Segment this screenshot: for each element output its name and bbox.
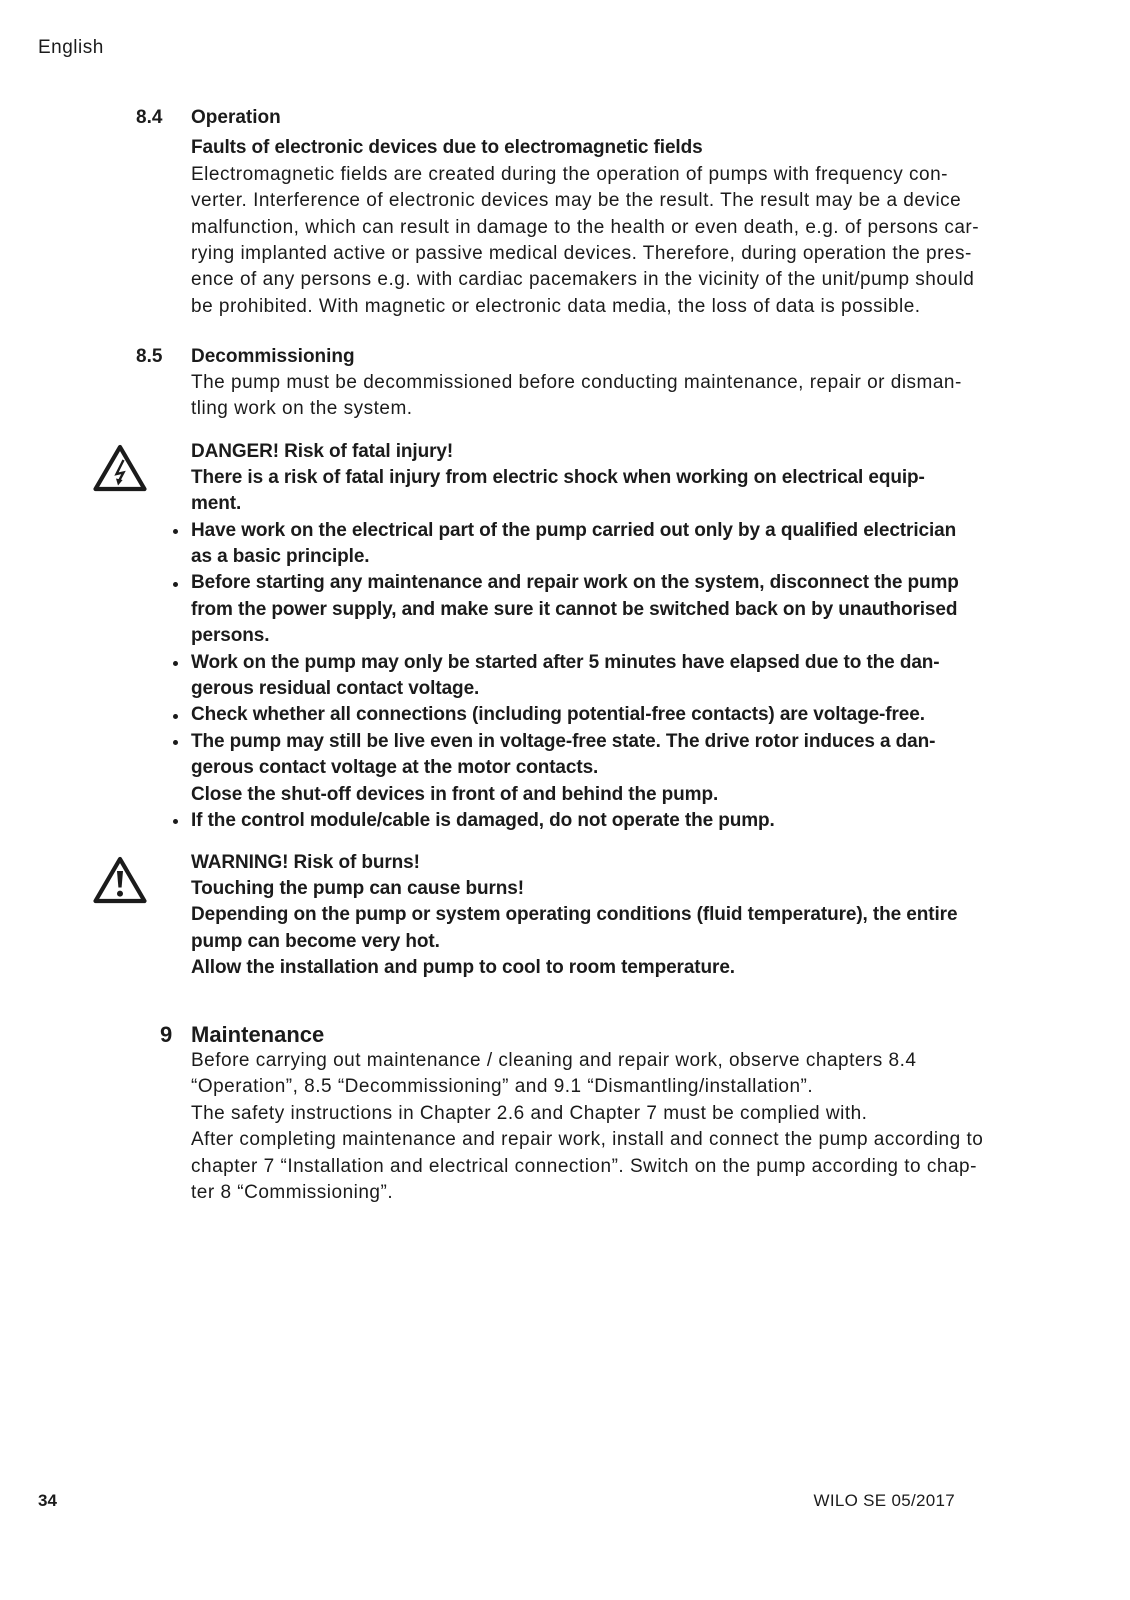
- section-heading: [136, 105, 1016, 131]
- section-8-5: [136, 344, 1016, 423]
- list-item-line: gerous residual contact voltage.: [191, 678, 480, 700]
- section-heading: [136, 344, 1016, 370]
- danger-text-line: ment.: [191, 493, 242, 515]
- warning-title: WARNING! Risk of burns!: [191, 851, 420, 873]
- section-8-4: [136, 105, 1016, 321]
- paragraph-line: rying implanted active or passive medical devices. Therefore, during operation the pres-: [191, 243, 972, 265]
- warning-notice: [136, 850, 1016, 982]
- paragraph-line: be prohibited. With magnetic or electronic data media, the loss of data is possible.: [191, 295, 921, 317]
- subheading: Faults of electronic devices due to electromagnetic fields: [191, 137, 703, 159]
- list-item-line: gerous contact voltage at the motor contacts.: [191, 757, 599, 779]
- page-number: 34: [38, 1490, 57, 1510]
- list-item-line: as a basic principle.: [191, 546, 370, 568]
- section-number: 8.5: [136, 345, 163, 367]
- list-item-line: If the control module/cable is damaged, do not operate the pump.: [191, 809, 775, 831]
- section-title: Decommissioning: [191, 345, 355, 367]
- danger-text-line: There is a risk of fatal injury from electric shock when working on electrical equip-: [191, 466, 925, 488]
- paragraph-line: verter. Interference of electronic devices may be the result. The result may be a device: [191, 190, 962, 212]
- warning-text-line: pump can become very hot.: [191, 930, 440, 952]
- paragraph-line: ence of any persons e.g. with cardiac pacemakers in the vicinity of the unit/pump should: [191, 269, 975, 291]
- chapter-heading: [136, 1022, 1016, 1048]
- list-item-line: The pump may still be live even in voltage-free state. The drive rotor induces a dan-: [191, 730, 936, 752]
- section-number: 8.4: [136, 106, 163, 128]
- language-label: English: [38, 36, 104, 58]
- list-item-line: Have work on the electrical part of the pump carried out only by a qualified electrician: [191, 519, 957, 541]
- bullet-marker: [173, 714, 178, 719]
- paragraph-line: The safety instructions in Chapter 2.6 and Chapter 7 must be complied with.: [191, 1102, 868, 1124]
- list-item-line: from the power supply, and make sure it cannot be switched back on by unauthorised: [191, 598, 958, 620]
- footer-imprint: WILO SE 05/2017: [813, 1490, 955, 1510]
- paragraph-line: Before carrying out maintenance / cleaning and repair work, observe chapters 8.4: [191, 1050, 917, 1071]
- paragraph-line: “Operation”, 8.5 “Decommissioning” and 9.1 “Dismantling/installation”.: [191, 1076, 814, 1098]
- paragraph-line: ter 8 “Commissioning”.: [191, 1181, 394, 1203]
- paragraph-line: tling work on the system.: [191, 398, 413, 420]
- paragraph-line: chapter 7 “Installation and electrical connection”. Switch on the pump according to chap-: [191, 1155, 977, 1177]
- section-9: [136, 1022, 1016, 1206]
- chapter-number: 9: [160, 1022, 173, 1047]
- warning-text-line: Allow the installation and pump to cool to room temperature.: [191, 957, 735, 979]
- chapter-title: Maintenance: [191, 1022, 325, 1047]
- list-item: [136, 729, 1016, 808]
- warning-text-line: Touching the pump can cause burns!: [191, 877, 524, 899]
- list-item: [136, 570, 1016, 649]
- list-item: [136, 702, 1016, 728]
- danger-notice: [136, 439, 1016, 835]
- list-item-line: Before starting any maintenance and repair work on the system, disconnect the pump: [191, 572, 959, 594]
- list-item: [136, 650, 1016, 703]
- paragraph-line: malfunction, which can result in damage to the health or even death, e.g. of persons car-: [191, 216, 980, 238]
- paragraph-line: After completing maintenance and repair work, install and connect the pump according to: [191, 1129, 984, 1151]
- paragraph-line: Electromagnetic fields are created during the operation of pumps with frequency con-: [191, 163, 949, 185]
- list-item-line: persons.: [191, 625, 270, 647]
- list-item-line: Check whether all connections (including potential-free contacts) are voltage-free.: [191, 704, 925, 726]
- list-item: [136, 518, 1016, 571]
- list-item: [136, 808, 1016, 834]
- bullet-marker: [173, 582, 178, 587]
- list-item-line: Close the shut-off devices in front of and behind the pump.: [191, 783, 719, 805]
- paragraph-line: The pump must be decommissioned before conducting maintenance, repair or disman-: [191, 371, 962, 393]
- warning-text-line: Depending on the pump or system operating conditions (fluid temperature), the entire: [191, 904, 958, 926]
- list-item-line: Work on the pump may only be started after 5 minutes have elapsed due to the dan-: [191, 651, 940, 673]
- section-title: Operation: [191, 106, 281, 128]
- danger-title: DANGER! Risk of fatal injury!: [191, 440, 454, 462]
